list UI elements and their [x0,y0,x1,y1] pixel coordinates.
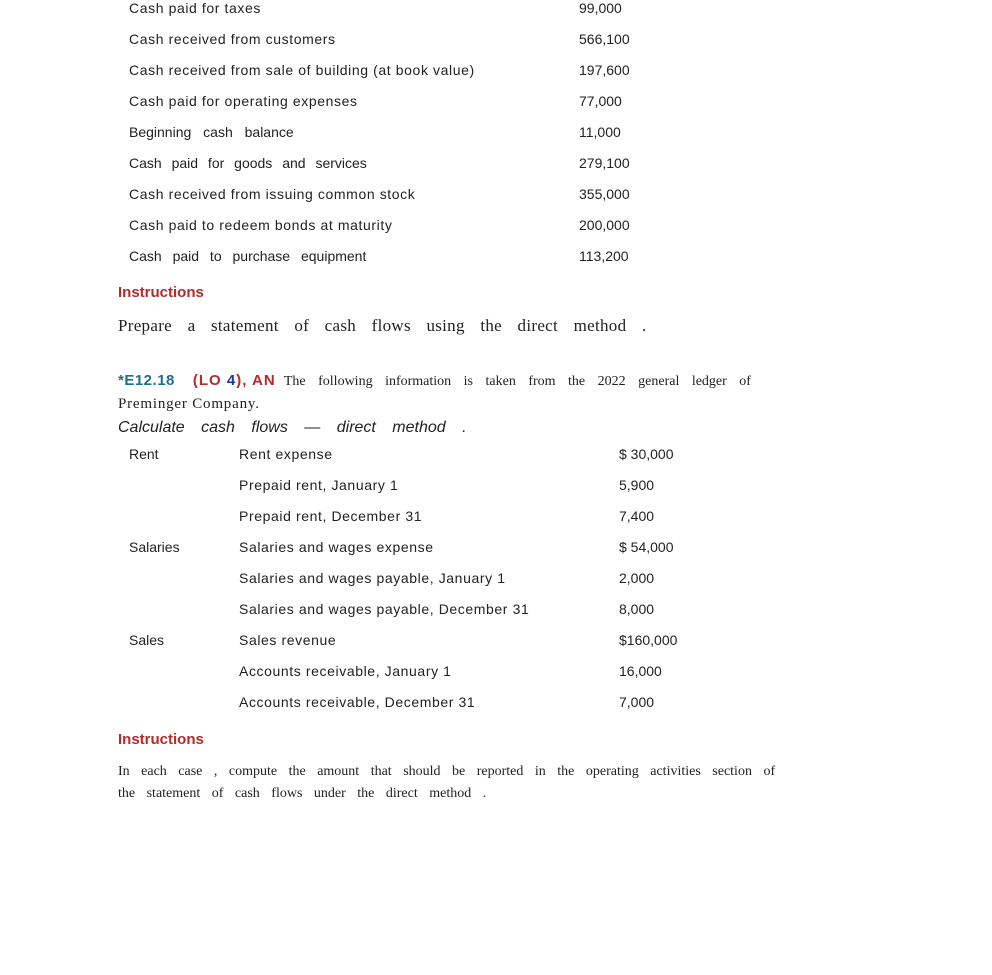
cash-item-value: 355,000 [579,186,630,202]
ledger-amount: $ 54,000 [619,539,674,555]
cash-item-value: 77,000 [579,93,622,109]
ledger-amount: 16,000 [619,663,662,679]
ledger-category: Sales [129,632,165,648]
ledger-item: Sales revenue [239,632,337,648]
exercise-description: The following information is taken from the 2022 general ledger of [283,374,751,389]
cash-item-label: Cash paid for taxes [129,0,262,16]
cash-item-label: Cash paid for operating expenses [129,93,358,109]
company-name: Preminger Company. [118,396,260,412]
ledger-item: Accounts receivable, January 1 [239,663,452,679]
instructions-heading-2: Instructions [118,731,204,748]
cash-item-label: Cash received from sale of building (at book value) [129,62,475,78]
ledger-amount: $ 30,000 [619,446,674,462]
instructions-heading: Instructions [118,284,204,301]
cash-item-value: 99,000 [579,0,622,16]
lo-prefix: (LO [192,372,227,389]
instructions-text-line2: the statement of cash flows under the direct method . [118,786,487,801]
ledger-item: Prepaid rent, January 1 [239,477,399,493]
cash-item-label: Cash received from issuing common stock [129,186,416,202]
ledger-category: Salaries [129,539,180,555]
ledger-item: Prepaid rent, December 31 [239,508,423,524]
ledger-amount: 7,400 [619,508,655,524]
cash-item-value: 11,000 [579,124,621,140]
ledger-amount: 5,900 [619,477,655,493]
ledger-category: Rent [129,446,159,462]
ledger-item: Accounts receivable, December 31 [239,694,476,710]
cash-item-value: 200,000 [579,217,630,233]
cash-item-value: 279,100 [579,155,630,171]
lo-number-link[interactable]: 4 [226,372,237,389]
cash-item-value: 566,100 [579,31,630,47]
lo-suffix: ), AN [236,372,276,389]
ledger-item: Salaries and wages expense [239,539,434,555]
cash-item-label: Cash received from customers [129,31,336,47]
exercise-number: *E12.18 [118,372,175,389]
cash-item-label: Cash paid to purchase equipment [129,248,367,264]
instructions-text: Prepare a statement of cash flows using the direct method . [118,316,647,335]
ledger-amount: 7,000 [619,694,655,710]
cash-item-label: Beginning cash balance [129,124,294,140]
ledger-amount: 2,000 [619,570,655,586]
cash-item-value: 197,600 [579,62,630,78]
learning-objective [193,372,276,389]
cash-item-label: Cash paid to redeem bonds at maturity [129,217,393,233]
ledger-amount: 8,000 [619,601,655,617]
ledger-item: Rent expense [239,446,333,462]
ledger-item: Salaries and wages payable, January 1 [239,570,506,586]
ledger-item: Salaries and wages payable, December 31 [239,601,530,617]
ledger-amount: $160,000 [619,632,678,648]
exercise-subtitle: Calculate cash flows — direct method . [118,419,467,436]
instructions-text-line1: In each case , compute the amount that should be reported in the operating activities section of [118,764,776,779]
exercise-header [118,372,751,390]
cash-item-value: 113,200 [579,248,629,264]
cash-item-label: Cash paid for goods and services [129,155,367,171]
